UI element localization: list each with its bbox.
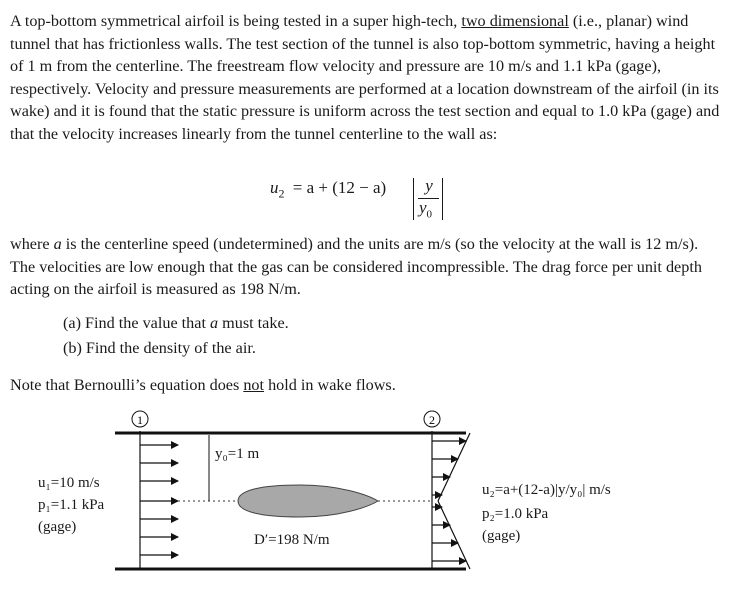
- frac-denominator: [419, 198, 432, 220]
- note-underlined: not: [243, 376, 265, 394]
- outlet-gage-label: (gage): [482, 528, 521, 544]
- qa-text: (a) Find the value that: [63, 314, 210, 332]
- frac-den-subscript: 0: [426, 208, 433, 221]
- wake-profile-upper: [438, 433, 470, 501]
- where-paragraph: [10, 233, 722, 301]
- intro-text-1: A top-bottom symmetrical airfoil is being tested in a super high-tech,: [10, 12, 462, 30]
- inlet-pressure-label: p₁=1.1 kPa: [38, 497, 105, 513]
- qa-end: must take.: [218, 314, 289, 332]
- note-part1: Note that Bernoulli’s equation does: [10, 376, 244, 394]
- frac-den-var: y: [419, 198, 427, 217]
- inlet-velocity-label: u₁=10 m/s: [38, 475, 100, 491]
- eq-rhs: = a + (12 − a): [292, 178, 387, 197]
- outlet-pressure-label: p₂=1.0 kPa: [482, 506, 549, 522]
- airfoil-shape: [238, 485, 378, 517]
- eq-lhs: u: [270, 178, 279, 197]
- abs-bar-right: [442, 178, 443, 220]
- eq-lhs-subscript: 2: [278, 186, 285, 201]
- tunnel-svg: [0, 405, 736, 593]
- frac-numerator: y: [425, 176, 433, 195]
- drag-label: D′=198 N/m: [254, 532, 330, 548]
- inlet-gage-label: (gage): [38, 519, 77, 535]
- question-a: [63, 314, 289, 333]
- note-part2: hold in wake flows.: [264, 376, 396, 394]
- two-dimensional-underlined: two dimensional: [461, 12, 569, 30]
- outlet-velocity-arrows: [432, 441, 466, 561]
- eq-abs-fraction: [411, 176, 451, 224]
- abs-bar-left: [413, 178, 414, 220]
- where-var: a: [53, 235, 62, 253]
- qa-var: a: [210, 314, 219, 332]
- wake-profile-lower: [438, 501, 470, 569]
- y0-label: y₀=1 m: [215, 446, 260, 462]
- station2-number: 2: [429, 413, 435, 427]
- where-text-1: where: [10, 235, 54, 253]
- question-b: (b) Find the density of the air.: [63, 339, 256, 357]
- wind-tunnel-diagram: [0, 405, 736, 593]
- velocity-equation: [270, 178, 386, 201]
- note-text: [10, 376, 396, 395]
- outlet-velocity-label: u₂=a+(12-a)|y/y₀| m/s: [482, 482, 611, 498]
- problem-statement: [10, 10, 722, 146]
- inlet-velocity-arrows: [140, 445, 178, 555]
- station1-number: 1: [137, 413, 143, 427]
- intro-text-2: (i.e., planar) wind tunnel that has frictionless walls. The test section of the tunnel is also top-bottom symmetric, having a height of 1 m from the centerline. The freestream flow velocity and pressure are 10 m/s and 1.1 kPa (gage), respectively. Velocity and pressure measurements are performed at a location downstream of the airfoil (in its wake) and it is found that the static pressure is uniform across the test section and equal to 1.0 kPa (gage) and that the velocity increases linearly from the tunnel centerline to the wall as:: [10, 12, 720, 143]
- where-text-2: is the centerline speed (undetermined) and the units are m/s (so the velocity at the wall is 12 m/s). The velocities are low enough that the gas can be considered incompressible. The drag force per unit depth acting on the airfoil is measured as 198 N/m.: [10, 235, 702, 299]
